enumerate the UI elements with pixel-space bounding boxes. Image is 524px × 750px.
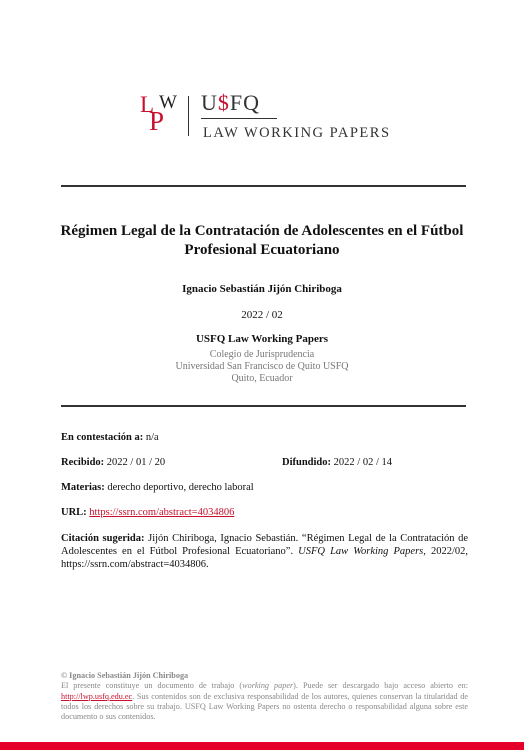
footer-text-c: . Sus contenidos son de exclusiva responsabilidad de los autores, quienes conservan la titularidad de todos los derechos sobre su trabajo. USFQ Law Working Papers no ostenta derecho o responsabilidad alguna sobre este documento o sus contenidos. — [61, 691, 468, 722]
institution-line-3: Quito, Ecuador — [231, 373, 293, 384]
footer-notice — [61, 671, 468, 722]
footer-text-a: El presente constituye un documento de trabajo ( — [61, 681, 243, 691]
contestation-value: n/a — [145, 432, 159, 443]
logo-divider — [188, 96, 189, 136]
lwp-logo — [140, 93, 182, 135]
lwp-logo-p: P — [149, 106, 165, 136]
logo-subtitle: LAW WORKING PAPERS — [203, 125, 391, 141]
received-label: Recibido: — [61, 457, 105, 468]
suggested-citation — [61, 532, 468, 571]
footer-italic: working paper — [242, 681, 294, 691]
usfq-logo — [201, 92, 260, 114]
footer-text-b: ). Puede ser descargado bajo acceso abierto en: — [293, 681, 468, 691]
usfq-logo-underline — [201, 118, 277, 119]
usfq-logo-fq: FQ — [229, 90, 261, 115]
url-label: URL: — [61, 507, 87, 518]
published-label: Difundido: — [282, 457, 332, 468]
paper-number: 2022 / 02 — [241, 309, 283, 321]
institution — [50, 349, 474, 385]
usfq-logo-s: $ — [217, 90, 230, 115]
subjects-label: Materias: — [61, 482, 105, 493]
published-value: 2022 / 02 / 14 — [333, 457, 392, 468]
lwp-logo-l: L — [140, 92, 155, 117]
url-link[interactable]: https://ssrn.com/abstract=4034806 — [89, 507, 235, 518]
citation-text-b: , 2022/02, https://ssrn.com/abstract=4034806. — [61, 546, 469, 570]
subjects-value: derecho deportivo, derecho laboral — [107, 482, 254, 493]
received-row — [61, 457, 165, 468]
institution-line-2: Universidad San Francisco de Quito USFQ — [175, 361, 349, 372]
url-row — [61, 507, 234, 518]
usfq-logo-u: U — [201, 90, 218, 115]
lwp-logo-w: W — [159, 92, 177, 113]
paper-title: Régimen Legal de la Contratación de Adolescentes en el Fútbol Profesional Ecuatoriano — [60, 223, 464, 258]
citation-text-a: Jijón Chiriboga, Ignacio Sebastián. “Régimen Legal de la Contratación de Adolescentes en el Fútbol Profesional Ecuatoriano”. — [61, 533, 469, 557]
contestation-label: En contestación a: — [61, 432, 144, 443]
citation-journal: USFQ Law Working Papers — [298, 546, 424, 557]
footer-link[interactable]: http://lwp.usfq.edu.ec — [61, 691, 133, 701]
subjects-row — [61, 482, 254, 493]
top-rule — [61, 185, 466, 187]
institution-line-1: Colegio de Jurisprudencia — [209, 349, 315, 360]
published-row — [282, 457, 392, 468]
citation-label: Citación sugerida: — [61, 533, 145, 544]
paper-author: Ignacio Sebastián Jijón Chiriboga — [182, 283, 342, 295]
bottom-red-bar — [0, 742, 524, 750]
contestation-row — [61, 432, 159, 443]
received-value: 2022 / 01 / 20 — [106, 457, 166, 468]
footer-copyright: © Ignacio Sebastián Jijón Chiriboga — [61, 671, 189, 680]
middle-rule — [61, 405, 466, 407]
series-name: USFQ Law Working Papers — [195, 333, 329, 345]
